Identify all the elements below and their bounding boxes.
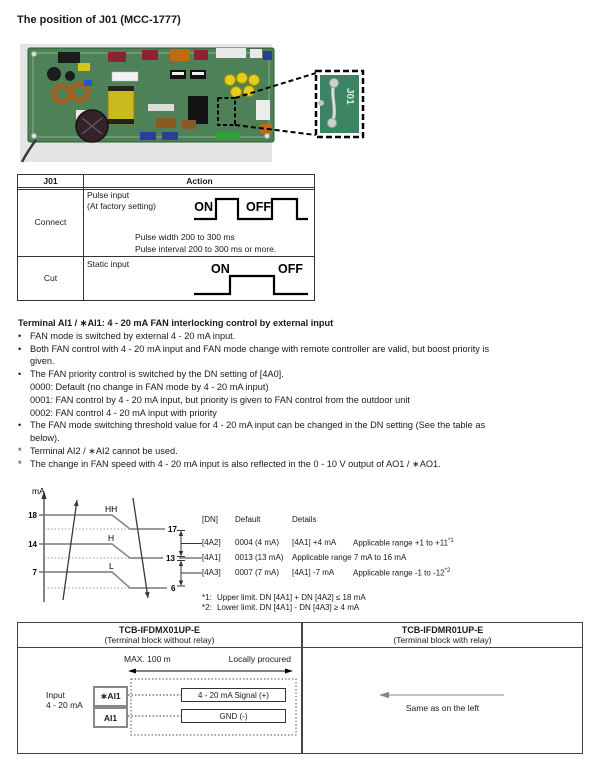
terminal-block-without-relay — [17, 622, 302, 754]
static-waveform — [18, 256, 316, 302]
dn-row-range: Applicable range -1 to -12$^{*2}$ — [353, 568, 451, 578]
details-col-header: Details — [292, 515, 317, 524]
block-title: TCB-IFDMX01UP-E — [118, 625, 200, 635]
row-label-cut: Cut — [43, 273, 58, 283]
block-title: TCB-IFDMR01UP-E — [401, 625, 484, 635]
j01-inset-label: J01 — [344, 88, 355, 105]
pcb-photo — [20, 44, 365, 164]
page-title: The position of J01 (MCC-1777) — [17, 14, 181, 26]
dn-row-code: [4A3] — [202, 568, 221, 577]
bullet-line: • Both FAN control with 4 - 20 mA input and FAN mode change with remote controller are valid, but boost priority is — [18, 343, 490, 354]
row-label-connect: Connect — [34, 217, 67, 227]
footnote-1: *1: Upper limit. DN [4A1] + DN [4A2] ≤ 18 mA — [202, 593, 366, 602]
dn-row-default: 0007 (7 mA) — [235, 568, 280, 577]
h-line — [44, 544, 163, 558]
connect-desc-2: (At factory setting) — [87, 201, 156, 211]
pulse-note-1: Pulse width 200 to 300 ms — [135, 232, 235, 242]
footnote-ref: *2 — [444, 568, 451, 574]
bullet-line: given. — [30, 356, 55, 367]
j01-action-table — [17, 174, 315, 301]
cut-desc: Static input — [87, 259, 130, 269]
bullet-line: • The FAN priority control is switched by the DN setting of [4A0]. — [18, 369, 284, 380]
default-col-header: Default — [235, 515, 261, 524]
dn-row-default: 0004 (4 mA) — [235, 538, 280, 547]
input-label: Input 4 - 20 mA — [46, 690, 83, 710]
axis-ticks — [39, 515, 44, 572]
terminal-block-with-relay — [302, 622, 583, 754]
dn-row-detail: [4A1] -7 mA — [292, 568, 335, 577]
range-arrow-4a3 — [177, 561, 202, 587]
dn-row-detail: Applicable range 7 mA to 16 mA — [292, 553, 407, 562]
pulse-off-label: OFF — [246, 200, 271, 214]
terminal-ai1: AI1 — [93, 707, 128, 728]
section-heading: Terminal AI1 / ∗AI1: 4 - 20 mA FAN interlocking control by external input — [18, 318, 334, 328]
range-arrow-4a2 — [177, 531, 202, 557]
footnote-2: *2: Lower limit. DN [4A1] - DN [4A3] ≥ 4 mA — [202, 603, 360, 612]
threshold-graph — [20, 485, 220, 615]
footnote-ref: *1 — [448, 538, 454, 544]
same-as-left-label: Same as on the left — [405, 703, 480, 713]
pulse-note-2: Pulse interval 200 to 300 ms or more. — [135, 244, 277, 254]
terminal-ai1-star: ∗AI1 — [93, 686, 128, 707]
dn-row-code: [4A1] — [202, 553, 221, 562]
terminal-ai1-section — [18, 317, 603, 471]
j01-inset — [316, 71, 363, 137]
level-17: 17 — [168, 525, 177, 534]
max-length-label: MAX. 100 m — [124, 654, 171, 664]
level-18: 18 — [28, 511, 37, 520]
dn-row-default: 0013 (13 mA) — [235, 553, 284, 562]
signal-plus-box: 4 - 20 mA Signal (+) — [181, 688, 286, 702]
level-7: 7 — [32, 568, 37, 577]
dn-row-code: [4A2] — [202, 538, 221, 547]
bullet-line: * Terminal AI2 / ∗AI2 cannot be used. — [18, 445, 178, 456]
curve-label-l: L — [109, 561, 114, 571]
hh-line — [44, 515, 165, 529]
bullet-line: • The FAN mode switching threshold value for 4 - 20 mA input can be changed in the DN setting (See the table as — [18, 420, 486, 431]
level-14: 14 — [28, 540, 37, 549]
hysteresis-dotted-lines — [44, 529, 130, 588]
bullet-line: 0001: FAN control by 4 - 20 mA input, but priority is given to FAN control from the outdoor unit — [30, 394, 410, 405]
l-line — [44, 572, 167, 588]
curve-label-h: H — [108, 533, 115, 543]
level-6: 6 — [171, 584, 176, 593]
y-axis-label: mA — [32, 486, 45, 496]
same-as-left-arrow — [303, 623, 582, 753]
bullet-line: • FAN mode is switched by external 4 - 20 mA input. — [18, 330, 236, 341]
falling-input-arrow — [133, 498, 150, 598]
bullet-line: below). — [30, 433, 60, 444]
bullet-line: 0002: FAN control 4 - 20 mA input with priority — [30, 407, 217, 418]
dn-col-header: [DN] — [202, 515, 218, 524]
locally-procured-label: Locally procured — [228, 654, 291, 664]
bullet-line: 0000: Default (no change in FAN mode by 4 - 20 mA input) — [30, 381, 269, 392]
pulse-on-label: ON — [194, 200, 213, 214]
level-13: 13 — [166, 554, 175, 563]
curve-label-hh: HH — [105, 504, 118, 514]
static-off-label: OFF — [278, 262, 303, 276]
connect-desc-1: Pulse input — [87, 190, 130, 200]
header-action: Action — [186, 176, 213, 186]
gnd-minus-box: GND (-) — [181, 709, 286, 723]
block-subtitle: (Terminal block with relay) — [393, 635, 492, 645]
bullet-line: * The change in FAN speed with 4 - 20 mA input is also reflected in the 0 - 10 V output of AO1 / ∗AO1. — [18, 458, 441, 469]
dn-row-range: Applicable range +1 to $+11^{*1}$ — [353, 538, 454, 548]
block-subtitle: (Terminal block without relay) — [104, 635, 215, 645]
header-j01: J01 — [43, 176, 58, 186]
dn-row-detail: [4A1] +4 mA — [292, 538, 337, 547]
static-on-label: ON — [211, 262, 230, 276]
